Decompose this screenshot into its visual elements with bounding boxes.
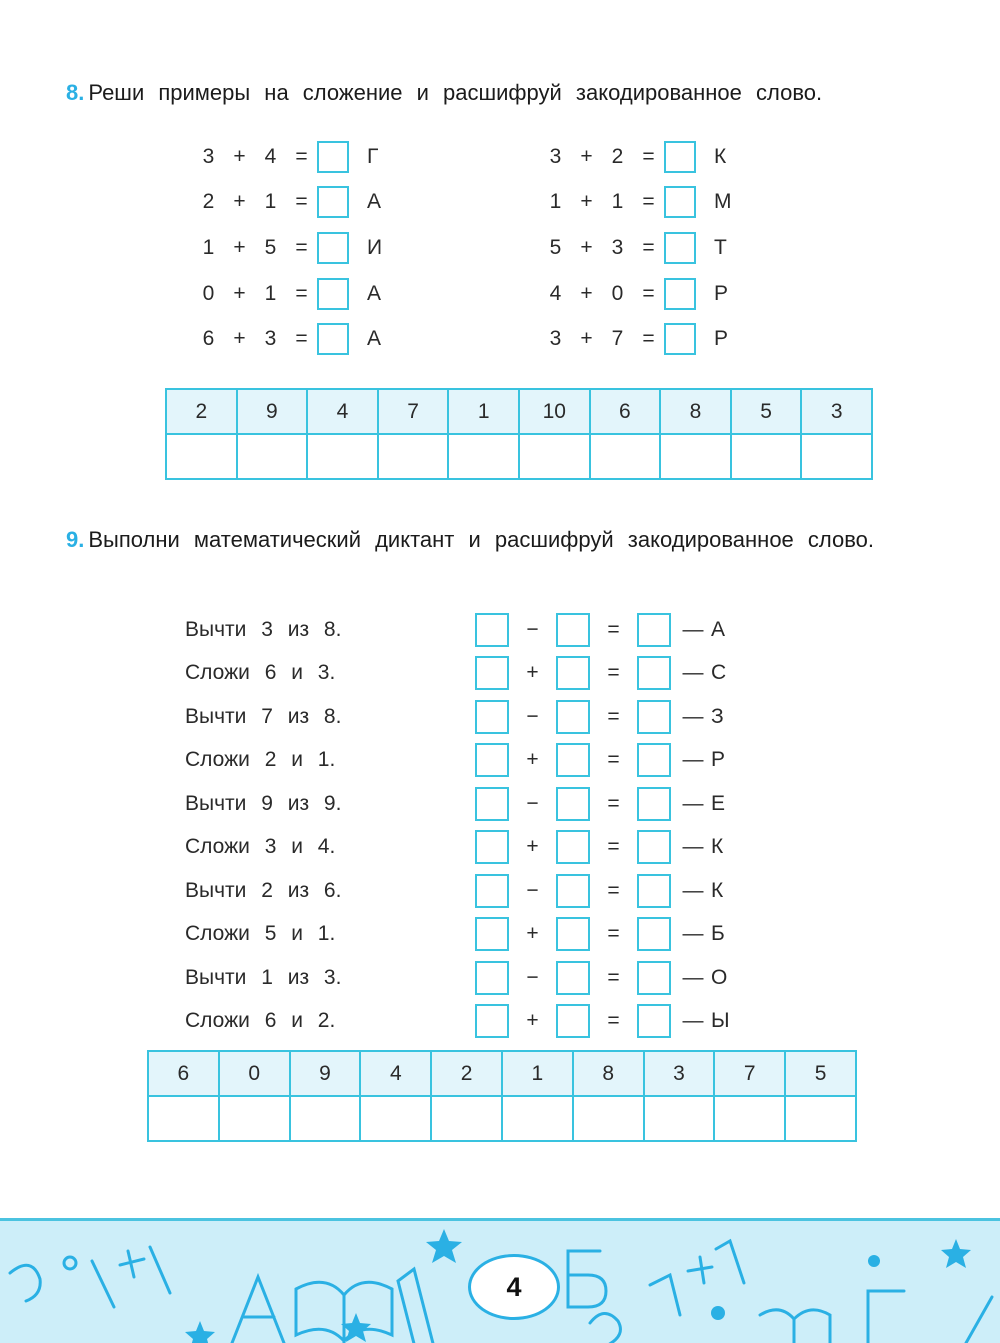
operand-box[interactable] [475,700,509,734]
code-number-cell: 4 [307,389,378,434]
operand-box[interactable] [556,656,590,690]
code-answer-cell[interactable] [714,1096,785,1141]
code-letter: Р [714,327,729,351]
dictation-equals: = [607,922,620,946]
example-equals: = [295,281,308,305]
answer-box[interactable] [664,232,696,264]
example-row [540,316,754,362]
operand-box[interactable] [556,787,590,821]
dictation-operator: − [526,617,539,641]
example-operand-b: 3 [264,327,277,351]
code-letter: Р [714,281,729,305]
doodle-dot2-icon [711,1306,725,1320]
example-operand-a: 2 [202,190,215,214]
doodle-question-icon [10,1265,40,1301]
example-operand-b: 0 [611,281,624,305]
code-answer-cell[interactable] [219,1096,290,1141]
dictation-equals: = [607,965,620,989]
code-answer-cell[interactable] [785,1096,856,1141]
dictation-row [185,739,741,783]
code-answer-cell[interactable] [731,434,802,479]
code-letter: Т [714,235,727,259]
dictation-dash: — [682,791,704,815]
doodle-book-icon [296,1282,392,1343]
answer-box[interactable] [664,278,696,310]
example-operand-a: 3 [549,327,562,351]
dictation-equals: = [607,748,620,772]
result-box[interactable] [637,656,671,690]
dictation-instruction: Сложи 2 и 1. [185,748,336,772]
code-letter: О [711,965,728,989]
dictation-equals: = [607,1009,620,1033]
operand-box[interactable] [475,613,509,647]
dictation-dash: — [682,965,704,989]
doodle-letter-g-icon [868,1291,904,1343]
code-number-cell: 3 [644,1051,715,1096]
dictation-operator: − [526,965,539,989]
code-answer-cell[interactable] [573,1096,644,1141]
operand-box[interactable] [556,743,590,777]
dictation-dash: — [682,748,704,772]
example-equals: = [295,235,308,259]
dictation-instruction: Сложи 3 и 4. [185,835,336,859]
result-box[interactable] [637,961,671,995]
dictation-operator: + [526,1009,539,1033]
task-8-text: Реши примеры на сложение и расшифруй закодированное слово. [88,80,823,105]
example-operand-b: 1 [264,190,277,214]
code-letter: А [367,281,382,305]
task-8-left-examples [193,134,407,362]
operand-box[interactable] [475,917,509,951]
task-9-text: Выполни математический диктант и расшифруй закодированное слово. [88,527,875,552]
dictation-operator: − [526,704,539,728]
example-row [193,225,407,271]
example-operand-a: 1 [549,190,562,214]
answer-box[interactable] [317,186,349,218]
code-number-cell: 8 [660,389,731,434]
example-operand-b: 7 [611,327,624,351]
code-answer-cell[interactable] [660,434,731,479]
operand-box[interactable] [475,656,509,690]
dictation-dash: — [682,1009,704,1033]
dictation-instruction: Сложи 6 и 2. [185,1009,336,1033]
page-number: 4 [468,1254,560,1320]
doodle-letter-b-icon [568,1251,606,1307]
code-number-cell: 7 [378,389,449,434]
example-operand-a: 5 [549,235,562,259]
code-letter: И [367,235,383,259]
doodle-dot-icon [64,1257,76,1269]
code-letter: З [711,704,724,728]
dictation-equals: = [607,791,620,815]
code-answer-cell[interactable] [148,1096,219,1141]
operand-box[interactable] [475,787,509,821]
example-row [540,180,754,226]
code-answer-cell[interactable] [502,1096,573,1141]
code-answer-cell[interactable] [801,434,872,479]
example-operator: + [233,327,246,351]
doodle-pencil-icon [398,1269,438,1343]
dictation-dash: — [682,835,704,859]
dictation-dash: — [682,922,704,946]
example-row [540,225,754,271]
example-row [193,316,407,362]
example-operand-a: 3 [202,144,215,168]
result-box[interactable] [637,743,671,777]
operand-box[interactable] [556,961,590,995]
task-8-number: 8. [66,80,85,105]
answer-box[interactable] [317,323,349,355]
example-operand-b: 1 [264,281,277,305]
operand-box[interactable] [475,830,509,864]
example-row [540,134,754,180]
operand-box[interactable] [556,917,590,951]
answer-box[interactable] [664,323,696,355]
result-box[interactable] [637,787,671,821]
result-box[interactable] [637,830,671,864]
dictation-equals: = [607,617,620,641]
example-equals: = [642,144,655,168]
example-operator: + [580,190,593,214]
operand-box[interactable] [475,874,509,908]
code-letter: М [714,190,732,214]
operand-box[interactable] [475,743,509,777]
code-number-cell: 6 [148,1051,219,1096]
dictation-operator: + [526,922,539,946]
code-number-cell: 9 [237,389,308,434]
result-box[interactable] [637,874,671,908]
task-8-code-table [165,388,873,480]
example-row [193,134,407,180]
code-number-cell: 0 [219,1051,290,1096]
code-number-cell: 3 [801,389,872,434]
operand-box[interactable] [556,700,590,734]
doodle-pen-icon [966,1297,992,1343]
code-number-cell: 2 [166,389,237,434]
dictation-equals: = [607,835,620,859]
dictation-instruction: Вычти 2 из 6. [185,878,342,902]
code-answer-cell[interactable] [448,434,519,479]
code-number-cell: 7 [714,1051,785,1096]
example-equals: = [295,190,308,214]
code-letter: А [367,190,382,214]
code-letter: Р [711,748,726,772]
example-equals: = [642,327,655,351]
example-row [193,180,407,226]
result-box[interactable] [637,700,671,734]
doodle-dot3-icon [868,1255,880,1267]
code-letter: К [714,144,727,168]
example-equals: = [295,144,308,168]
dictation-equals: = [607,661,620,685]
example-operand-b: 5 [264,235,277,259]
dictation-equals: = [607,704,620,728]
operand-box[interactable] [556,830,590,864]
example-operator: + [580,281,593,305]
dictation-operator: − [526,791,539,815]
code-letter: К [711,878,724,902]
operand-box[interactable] [556,1004,590,1038]
example-operand-a: 1 [202,235,215,259]
example-operator: + [233,190,246,214]
example-row [540,271,754,317]
dictation-row [185,695,741,739]
example-operand-b: 4 [264,144,277,168]
example-operand-b: 1 [611,190,624,214]
code-letter: С [711,661,727,685]
dictation-row [185,869,741,913]
code-number-cell: 6 [590,389,661,434]
code-letter: Б [711,922,725,946]
code-answer-cell[interactable] [360,1096,431,1141]
dictation-instruction: Вычти 9 из 9. [185,791,342,815]
example-operator: + [580,327,593,351]
code-number-cell: 8 [573,1051,644,1096]
code-number-cell: 5 [785,1051,856,1096]
code-letter: Ы [711,1009,730,1033]
dictation-row [185,1000,741,1044]
dictation-dash: — [682,704,704,728]
code-letter: Г [367,144,379,168]
dictation-row [185,782,741,826]
doodle-book2-icon [760,1310,830,1343]
code-number-cell: 10 [519,389,590,434]
code-answer-cell[interactable] [590,434,661,479]
operand-box[interactable] [556,613,590,647]
example-equals: = [642,235,655,259]
dictation-instruction: Сложи 6 и 3. [185,661,336,685]
result-box[interactable] [637,1004,671,1038]
task-8-title [66,80,822,106]
code-letter: А [711,617,726,641]
code-number-cell: 1 [502,1051,573,1096]
example-equals: = [642,190,655,214]
dictation-operator: + [526,835,539,859]
operand-box[interactable] [475,1004,509,1038]
doodle-one-plus-one2-icon [650,1241,744,1315]
task-8-right-examples [540,134,754,362]
doodle-letter-a-icon [232,1277,284,1343]
example-operator: + [233,235,246,259]
dictation-operator: + [526,661,539,685]
code-letter: А [367,327,382,351]
code-number-cell: 1 [448,389,519,434]
code-number-cell: 5 [731,389,802,434]
dictation-dash: — [682,661,704,685]
dictation-row [185,956,741,1000]
example-operand-a: 4 [549,281,562,305]
dictation-row [185,826,741,870]
code-answer-cell[interactable] [644,1096,715,1141]
code-letter: Е [711,791,726,815]
dictation-instruction: Сложи 5 и 1. [185,922,336,946]
example-operand-a: 3 [549,144,562,168]
answer-box[interactable] [317,278,349,310]
dictation-row [185,913,741,957]
dictation-dash: — [682,617,704,641]
code-answer-cell[interactable] [378,434,449,479]
example-operand-a: 6 [202,327,215,351]
code-answer-cell[interactable] [290,1096,361,1141]
task-9-dictation [185,608,741,1043]
answer-box[interactable] [664,141,696,173]
example-operand-b: 3 [611,235,624,259]
example-operand-a: 0 [202,281,215,305]
dictation-instruction: Вычти 7 из 8. [185,704,342,728]
doodle-one-plus-one-icon [92,1247,170,1307]
code-number-cell: 9 [290,1051,361,1096]
dictation-instruction: Вычти 3 из 8. [185,617,342,641]
example-operator: + [580,144,593,168]
example-equals: = [642,281,655,305]
code-answer-cell[interactable] [431,1096,502,1141]
code-letter: К [711,835,724,859]
task-9-code-table [147,1050,857,1142]
code-answer-cell[interactable] [307,434,378,479]
code-number-cell: 4 [360,1051,431,1096]
dictation-row [185,608,741,652]
doodle-question2-icon [590,1313,620,1343]
dictation-dash: — [682,878,704,902]
dictation-equals: = [607,878,620,902]
task-9-number: 9. [66,527,85,552]
example-row [193,271,407,317]
answer-box[interactable] [317,232,349,264]
operand-box[interactable] [556,874,590,908]
code-answer-cell[interactable] [519,434,590,479]
dictation-row [185,652,741,696]
dictation-operator: − [526,878,539,902]
example-equals: = [295,327,308,351]
example-operator: + [233,144,246,168]
code-answer-cell[interactable] [166,434,237,479]
task-9-title [66,527,874,553]
answer-box[interactable] [317,141,349,173]
doodle-star-icon [426,1229,462,1263]
operand-box[interactable] [475,961,509,995]
result-box[interactable] [637,917,671,951]
dictation-instruction: Вычти 1 из 3. [185,965,342,989]
doodle-star4-icon [941,1239,971,1268]
example-operand-b: 2 [611,144,624,168]
answer-box[interactable] [664,186,696,218]
example-operator: + [580,235,593,259]
dictation-operator: + [526,748,539,772]
code-number-cell: 2 [431,1051,502,1096]
result-box[interactable] [637,613,671,647]
example-operator: + [233,281,246,305]
code-answer-cell[interactable] [237,434,308,479]
